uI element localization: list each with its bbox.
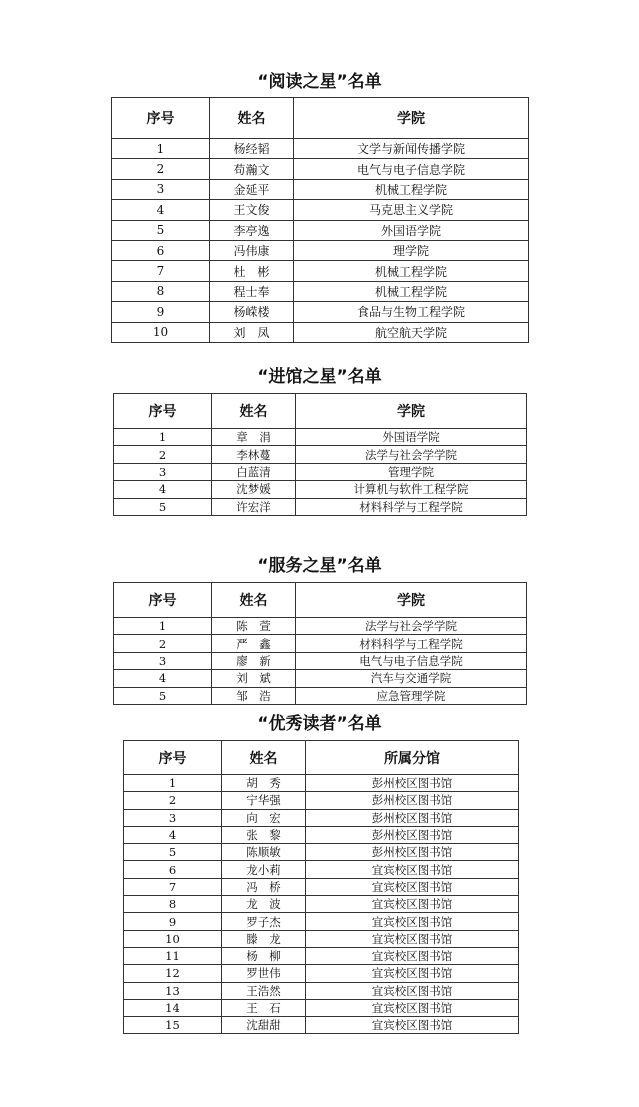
affiliation: 宜宾校区图书馆 [306, 930, 519, 947]
table-row [124, 792, 519, 809]
affiliation: 宜宾校区图书馆 [306, 947, 519, 964]
table-row [114, 687, 527, 704]
affiliation: 宜宾校区图书馆 [306, 982, 519, 999]
affiliation: 彭州校区图书馆 [306, 792, 519, 809]
person-name: 杨经韬 [210, 139, 294, 159]
person-name: 陈 萱 [212, 618, 296, 635]
column-header: 序号 [114, 394, 212, 429]
row-number: 1 [124, 775, 222, 792]
column-header: 姓名 [210, 98, 294, 139]
person-name: 刘 斌 [212, 670, 296, 687]
person-name: 金延平 [210, 179, 294, 199]
row-number: 1 [112, 139, 210, 159]
person-name: 严 鑫 [212, 635, 296, 652]
table-row [114, 652, 527, 669]
affiliation: 宜宾校区图书馆 [306, 913, 519, 930]
affiliation: 彭州校区图书馆 [306, 775, 519, 792]
affiliation: 电气与电子信息学院 [296, 652, 527, 669]
visit-star-title: “进馆之星”名单 [257, 367, 382, 387]
person-name: 王浩然 [222, 982, 306, 999]
row-number: 3 [114, 463, 212, 480]
table-row [114, 498, 527, 515]
row-number: 3 [114, 652, 212, 669]
row-number: 2 [114, 446, 212, 463]
column-header: 学院 [294, 98, 529, 139]
affiliation: 外国语学院 [294, 220, 529, 240]
row-number: 6 [124, 861, 222, 878]
column-header: 姓名 [222, 741, 306, 775]
column-header: 序号 [114, 583, 212, 618]
table-row [124, 965, 519, 982]
person-name: 李林蔓 [212, 446, 296, 463]
table-row [112, 159, 529, 179]
row-number: 10 [124, 930, 222, 947]
row-number: 7 [112, 261, 210, 281]
table-row [112, 261, 529, 281]
row-number: 5 [114, 687, 212, 704]
column-header: 姓名 [212, 394, 296, 429]
row-number: 4 [124, 826, 222, 843]
table-row [124, 896, 519, 913]
affiliation: 汽车与交通学院 [296, 670, 527, 687]
person-name: 罗子杰 [222, 913, 306, 930]
reading-star-table [111, 97, 529, 343]
person-name: 沈甜甜 [222, 1017, 306, 1034]
person-name: 宁华强 [222, 792, 306, 809]
table-row [124, 1017, 519, 1034]
column-header: 学院 [296, 394, 527, 429]
table-row [124, 982, 519, 999]
affiliation: 宜宾校区图书馆 [306, 861, 519, 878]
person-name: 廖 新 [212, 652, 296, 669]
row-number: 14 [124, 999, 222, 1016]
row-number: 4 [114, 481, 212, 498]
table-row [124, 878, 519, 895]
person-name: 王 石 [222, 999, 306, 1016]
affiliation: 宜宾校区图书馆 [306, 878, 519, 895]
table-row [112, 139, 529, 159]
affiliation: 彭州校区图书馆 [306, 826, 519, 843]
person-name: 王文俊 [210, 200, 294, 220]
excellent-reader-table [123, 740, 519, 1034]
affiliation: 机械工程学院 [294, 179, 529, 199]
person-name: 苟瀚文 [210, 159, 294, 179]
table-row [124, 930, 519, 947]
affiliation: 彭州校区图书馆 [306, 809, 519, 826]
affiliation: 机械工程学院 [294, 281, 529, 301]
person-name: 白蓝清 [212, 463, 296, 480]
table-row [124, 999, 519, 1016]
row-number: 7 [124, 878, 222, 895]
table-row [114, 446, 527, 463]
column-header: 姓名 [212, 583, 296, 618]
table-header-row [114, 394, 527, 429]
person-name: 沈梦媛 [212, 481, 296, 498]
affiliation: 管理学院 [296, 463, 527, 480]
table-row [114, 618, 527, 635]
row-number: 2 [124, 792, 222, 809]
row-number: 5 [112, 220, 210, 240]
row-number: 8 [112, 281, 210, 301]
table-row [112, 240, 529, 260]
table-row [124, 809, 519, 826]
row-number: 9 [112, 302, 210, 322]
row-number: 10 [112, 322, 210, 342]
person-name: 向 宏 [222, 809, 306, 826]
table-row [112, 322, 529, 342]
row-number: 15 [124, 1017, 222, 1034]
visit-star-table [113, 393, 527, 516]
affiliation: 机械工程学院 [294, 261, 529, 281]
row-number: 4 [114, 670, 212, 687]
reading-star-title: “阅读之星”名单 [257, 72, 382, 92]
row-number: 5 [124, 844, 222, 861]
person-name: 滕 龙 [222, 930, 306, 947]
person-name: 陈顺敏 [222, 844, 306, 861]
table-row [124, 844, 519, 861]
affiliation: 法学与社会学学院 [296, 618, 527, 635]
row-number: 8 [124, 896, 222, 913]
person-name: 许宏洋 [212, 498, 296, 515]
affiliation: 宜宾校区图书馆 [306, 896, 519, 913]
row-number: 4 [112, 200, 210, 220]
person-name: 程士奉 [210, 281, 294, 301]
row-number: 1 [114, 618, 212, 635]
table-row [124, 947, 519, 964]
person-name: 杜 彬 [210, 261, 294, 281]
table-row [112, 220, 529, 240]
service-star-table [113, 582, 527, 705]
table-row [114, 429, 527, 446]
row-number: 3 [112, 179, 210, 199]
table-row [114, 463, 527, 480]
table-row [124, 826, 519, 843]
table-row [124, 861, 519, 878]
person-name: 龙小莉 [222, 861, 306, 878]
affiliation: 法学与社会学学院 [296, 446, 527, 463]
table-header-row [124, 741, 519, 775]
affiliation: 电气与电子信息学院 [294, 159, 529, 179]
affiliation: 食品与生物工程学院 [294, 302, 529, 322]
affiliation: 马克思主义学院 [294, 200, 529, 220]
affiliation: 宜宾校区图书馆 [306, 999, 519, 1016]
column-header: 序号 [112, 98, 210, 139]
person-name: 李亭逸 [210, 220, 294, 240]
row-number: 3 [124, 809, 222, 826]
row-number: 9 [124, 913, 222, 930]
affiliation: 宜宾校区图书馆 [306, 965, 519, 982]
row-number: 1 [114, 429, 212, 446]
table-row [124, 775, 519, 792]
person-name: 罗世伟 [222, 965, 306, 982]
row-number: 5 [114, 498, 212, 515]
row-number: 2 [114, 635, 212, 652]
table-header-row [114, 583, 527, 618]
person-name: 张 黎 [222, 826, 306, 843]
person-name: 邹 浩 [212, 687, 296, 704]
row-number: 2 [112, 159, 210, 179]
person-name: 胡 秀 [222, 775, 306, 792]
affiliation: 航空航天学院 [294, 322, 529, 342]
table-row [112, 281, 529, 301]
affiliation: 文学与新闻传播学院 [294, 139, 529, 159]
affiliation: 彭州校区图书馆 [306, 844, 519, 861]
row-number: 11 [124, 947, 222, 964]
column-header: 学院 [296, 583, 527, 618]
person-name: 刘 凤 [210, 322, 294, 342]
person-name: 章 涓 [212, 429, 296, 446]
person-name: 龙 波 [222, 896, 306, 913]
affiliation: 理学院 [294, 240, 529, 260]
column-header: 所属分馆 [306, 741, 519, 775]
table-row [112, 302, 529, 322]
person-name: 冯 桥 [222, 878, 306, 895]
person-name: 冯伟康 [210, 240, 294, 260]
row-number: 13 [124, 982, 222, 999]
table-row [114, 481, 527, 498]
affiliation: 计算机与软件工程学院 [296, 481, 527, 498]
affiliation: 材料科学与工程学院 [296, 635, 527, 652]
table-row [112, 200, 529, 220]
table-header-row [112, 98, 529, 139]
row-number: 6 [112, 240, 210, 260]
affiliation: 宜宾校区图书馆 [306, 1017, 519, 1034]
affiliation: 应急管理学院 [296, 687, 527, 704]
affiliation: 外国语学院 [296, 429, 527, 446]
table-row [124, 913, 519, 930]
table-row [112, 179, 529, 199]
affiliation: 材料科学与工程学院 [296, 498, 527, 515]
service-star-title: “服务之星”名单 [257, 556, 382, 576]
person-name: 杨 柳 [222, 947, 306, 964]
table-row [114, 670, 527, 687]
table-row [114, 635, 527, 652]
person-name: 杨嵘楼 [210, 302, 294, 322]
row-number: 12 [124, 965, 222, 982]
excellent-reader-title: “优秀读者”名单 [257, 714, 382, 734]
column-header: 序号 [124, 741, 222, 775]
